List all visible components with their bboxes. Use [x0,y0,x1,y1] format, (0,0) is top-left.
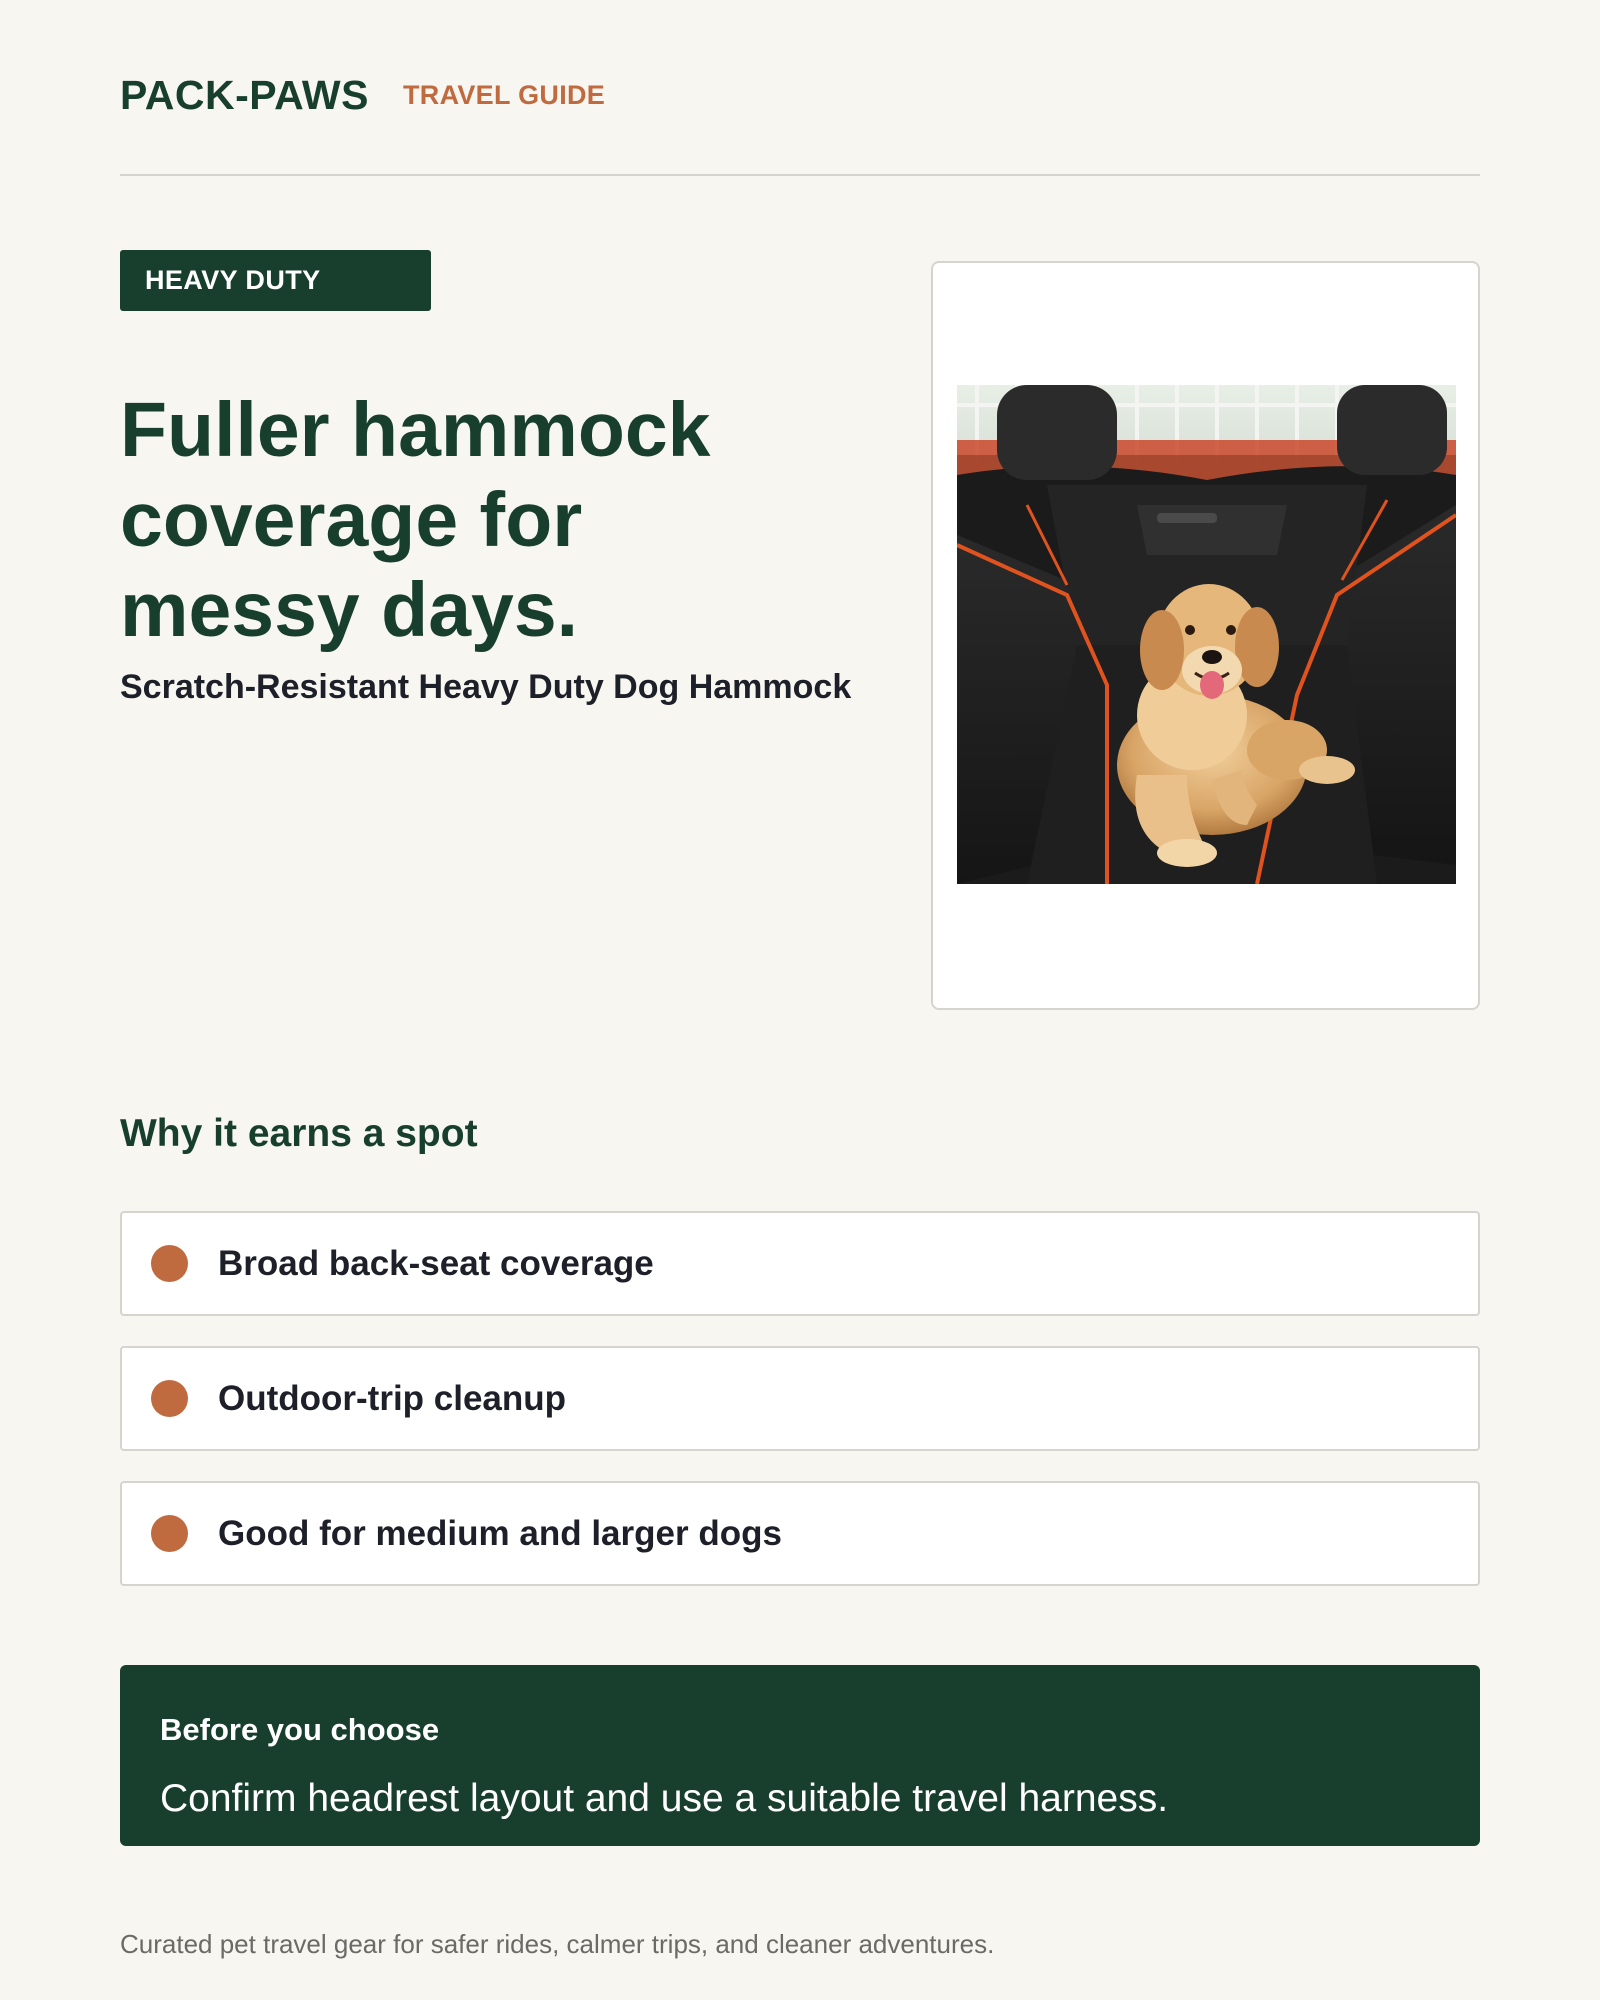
headline [120,385,920,655]
product-photo [957,385,1456,884]
product-name: Scratch-Resistant Heavy Duty Dog Hammock [120,668,852,706]
callout-title: Before you choose [160,1712,440,1747]
feature-label: Outdoor-trip cleanup [218,1378,567,1418]
feature-label: Broad back-seat coverage [218,1243,654,1283]
bullet-dot-icon [151,1515,188,1552]
brand-logo[interactable]: PACK-PAWS [120,72,369,118]
dog-hammock-illustration [957,385,1456,884]
header-divider [120,174,1480,176]
category-badge: HEAVY DUTY [120,250,431,311]
headline-line-2: coverage for [120,477,583,563]
bullet-dot-icon [151,1245,188,1282]
feature-item [120,1481,1480,1586]
why-section-title: Why it earns a spot [120,1112,478,1155]
feature-item [120,1346,1480,1451]
bullet-dot-icon [151,1380,188,1417]
before-you-choose-callout [120,1665,1480,1846]
page [120,0,1480,2000]
feature-item [120,1211,1480,1316]
headline-line-3: messy days. [120,567,579,653]
section-tag: TRAVEL GUIDE [402,80,606,110]
footer-text: Curated pet travel gear for safer rides, calmer trips, and cleaner adventures. [120,1929,995,1959]
site-header [120,72,605,132]
callout-body: Confirm headrest layout and use a suitable travel harness. [160,1777,1169,1820]
headline-line-1: Fuller hammock [120,387,711,473]
feature-label: Good for medium and larger dogs [218,1513,782,1553]
product-image-card [931,261,1480,1010]
